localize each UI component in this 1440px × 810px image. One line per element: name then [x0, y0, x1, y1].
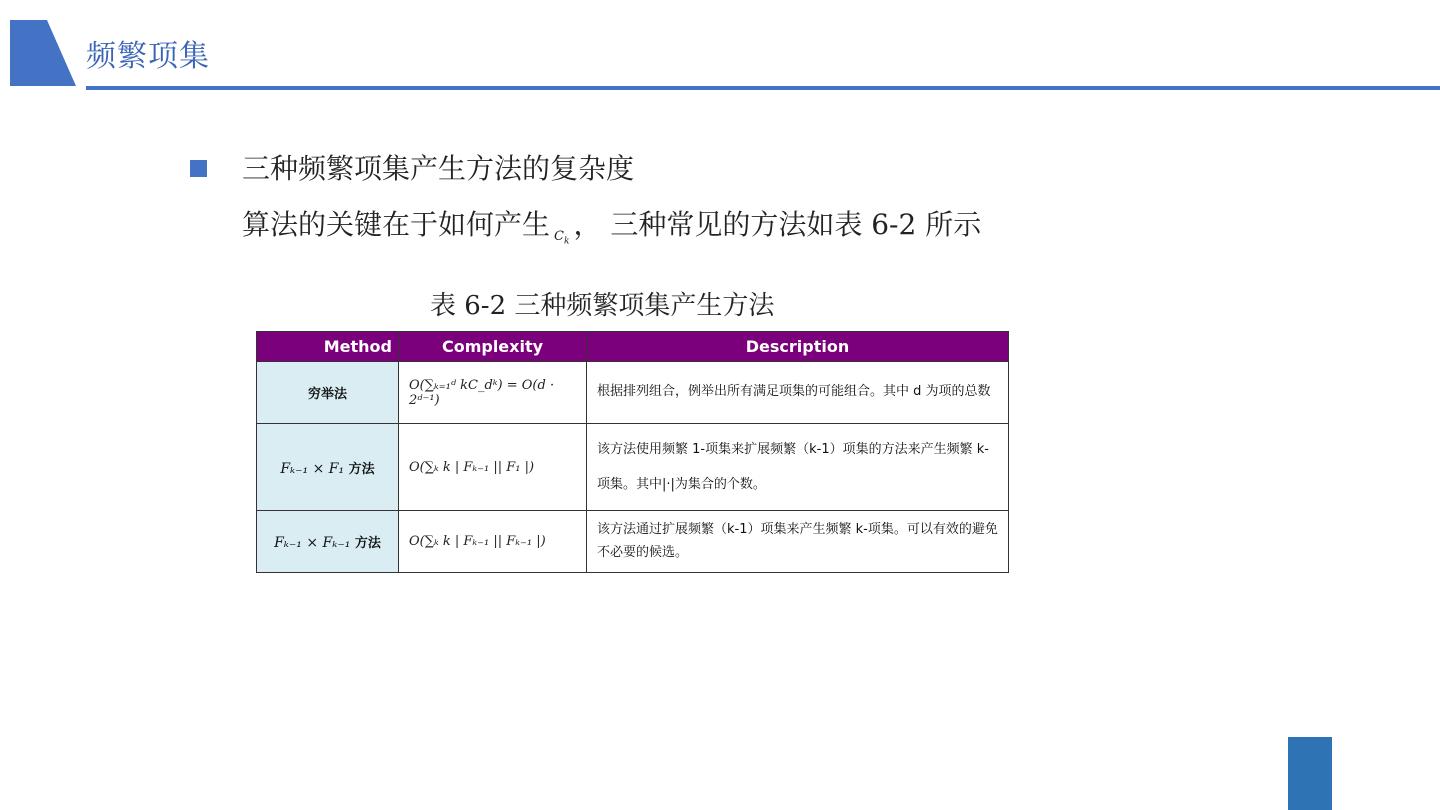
method-cell: 穷举法: [257, 362, 399, 424]
complexity-cell: O(∑ₖ k | Fₖ₋₁ || F₁ |): [399, 424, 587, 511]
methods-table: [256, 331, 1009, 573]
table-row: [257, 511, 1009, 573]
slide-title: 频繁项集: [86, 39, 210, 74]
ck-symbol: Ck: [554, 229, 570, 247]
method-cell: Fₖ₋₁ × Fₖ₋₁ 方法: [257, 511, 399, 573]
title-corner-shape: [10, 20, 76, 86]
description-cell: 根据排列组合，例举出所有满足项集的可能组合。其中 d 为项的总数: [587, 362, 1009, 424]
description-cell: 该方法通过扩展频繁（k-1）项集来产生频繁 k-项集。可以有效的避免不必要的候选。: [587, 511, 1009, 573]
table-header-row: [257, 332, 1009, 362]
table-row: [257, 424, 1009, 511]
sub-text-before: 算法的关键在于如何产生: [242, 208, 551, 241]
complexity-cell: O(∑ₖ k | Fₖ₋₁ || Fₖ₋₁ |): [399, 511, 587, 573]
header-method: Method: [257, 332, 399, 362]
page-tab-decoration: [1288, 737, 1332, 810]
header-description: Description: [587, 332, 1009, 362]
complexity-cell: O(∑ₖ₌₁ᵈ kC_dᵏ) = O(d · 2ᵈ⁻¹): [399, 362, 587, 424]
title-underline: [86, 86, 1440, 90]
sub-text-after: ， 三种常见的方法如表 6-2 所示: [573, 208, 982, 241]
table-row: [257, 362, 1009, 424]
header-complexity: Complexity: [399, 332, 587, 362]
method-cell: Fₖ₋₁ × F₁ 方法: [257, 424, 399, 511]
bullet-text: 三种频繁项集产生方法的复杂度: [242, 152, 635, 185]
description-cell: 该方法使用频繁 1-项集来扩展频繁（k-1）项集的方法来产生频繁 k-项集。其中|·|为集合的个数。: [587, 424, 1009, 511]
table-caption: 表 6-2 三种频繁项集产生方法: [430, 291, 775, 321]
sub-text: [242, 208, 981, 247]
bullet-square-icon: [190, 160, 207, 177]
